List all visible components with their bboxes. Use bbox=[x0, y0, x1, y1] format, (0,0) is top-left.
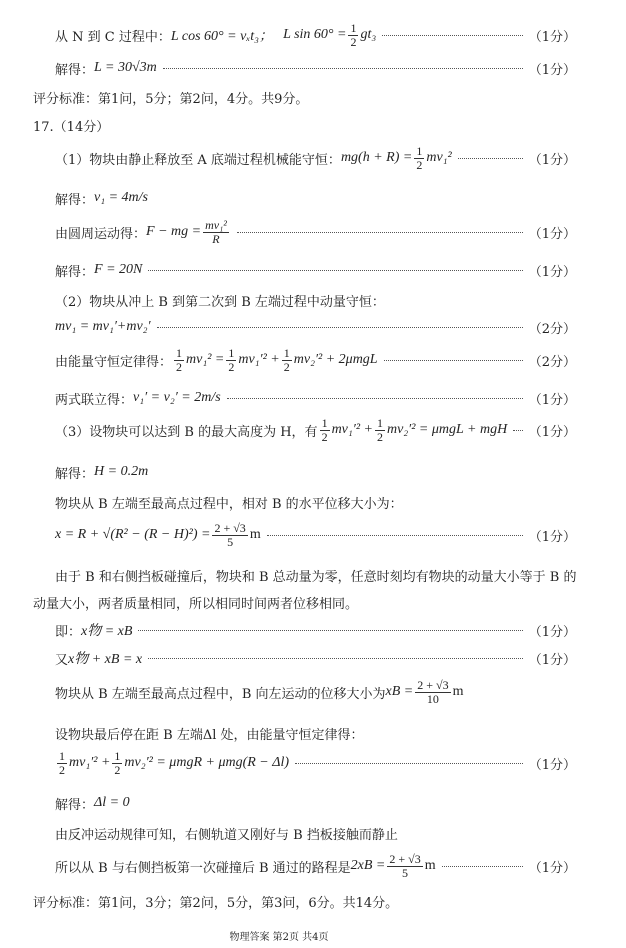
q17-line bbox=[55, 648, 576, 668]
fraction: $\frac{1}{2}$ bbox=[228, 345, 235, 374]
fraction: $\frac{1}{2}$ bbox=[416, 143, 423, 172]
line-label: 由圆周运动得： bbox=[55, 226, 147, 242]
paragraph-text: 由反冲运动规律可知，右侧轨道又刚好与 B 挡板接触而静止 bbox=[55, 827, 398, 843]
score: （2分） bbox=[528, 354, 576, 370]
formula: x = R + √(R² − (R − H)²) = bbox=[55, 527, 211, 542]
fraction: $\frac{\text{mv₁²}}{R}$ bbox=[205, 217, 227, 246]
line-label: 解得： bbox=[55, 797, 95, 813]
formula: x物 = xB bbox=[81, 624, 133, 639]
leader-dots bbox=[138, 630, 522, 631]
q17-line bbox=[55, 345, 576, 374]
leader-dots bbox=[157, 327, 523, 328]
q17-line bbox=[55, 851, 576, 880]
score: （1分） bbox=[528, 860, 576, 876]
q16-line-nc bbox=[55, 20, 576, 49]
line-label: 即： bbox=[55, 624, 82, 640]
q17-line bbox=[55, 143, 576, 172]
leader-dots bbox=[267, 535, 523, 536]
line-label: （2）物块从冲上 B 到第二次到 B 左端过程中动量守恒： bbox=[55, 294, 385, 310]
score: （1分） bbox=[528, 152, 576, 168]
line-label: 解得： bbox=[55, 466, 95, 482]
paragraph-text: 动量大小，两者质量相同，所以相同时间两者位移相同。 bbox=[33, 596, 359, 612]
line-label: 解得： bbox=[55, 62, 95, 78]
formula: v₁ = 4m/s bbox=[94, 190, 148, 205]
formula: mv₁² bbox=[426, 150, 452, 165]
score: （2分） bbox=[528, 321, 576, 337]
leader-dots bbox=[442, 866, 523, 867]
q17-line bbox=[55, 317, 576, 337]
q17-line bbox=[55, 217, 576, 246]
score: （1分） bbox=[528, 29, 576, 45]
formula: H = 0.2m bbox=[94, 464, 149, 479]
q17-title bbox=[33, 115, 576, 135]
grading-text: 评分标准：第1问，3分；第2问，5分，第3问，6分。共14分。 bbox=[33, 895, 399, 911]
formula: Δl = 0 bbox=[94, 795, 130, 810]
line-label: （3）设物块可以达到 B 的最大高度为 H，有 bbox=[55, 424, 318, 440]
q17-line bbox=[55, 677, 576, 706]
leader-dots bbox=[163, 68, 523, 69]
q16-grading bbox=[33, 87, 576, 107]
line-label: 又 bbox=[55, 652, 69, 668]
page-footer: 物理答案 第2页 共4页 bbox=[229, 932, 329, 943]
q17-line bbox=[55, 823, 576, 843]
unit: m bbox=[249, 527, 261, 542]
score: （1分） bbox=[528, 62, 576, 78]
formula: xB = bbox=[385, 684, 414, 699]
formula: v₁′ = v₂′ = 2m/s bbox=[133, 390, 221, 405]
line-label: 所以从 B 与右侧挡板第一次碰撞后 B 通过的路程是 bbox=[55, 860, 351, 876]
q17-line bbox=[55, 793, 576, 813]
unit: m bbox=[424, 858, 436, 873]
q17-paragraph-line bbox=[55, 565, 602, 585]
formula: mg(h + R) = bbox=[340, 150, 413, 165]
q17-grading bbox=[33, 891, 576, 911]
formula: mv₂′² = μmgL + mgH bbox=[386, 422, 508, 437]
unit: m bbox=[452, 684, 464, 699]
line-label: 物块从 B 左端至最高点过程中，相对 B 的水平位移大小为： bbox=[55, 496, 403, 512]
q17-line bbox=[55, 520, 576, 549]
leader-dots bbox=[148, 658, 523, 659]
leader-dots bbox=[384, 360, 523, 361]
score: （1分） bbox=[528, 392, 576, 408]
line-label: 物块从 B 左端至最高点过程中，B 向左运动的位移大小为 bbox=[55, 686, 386, 702]
fraction: $\frac{1}{2}$ bbox=[59, 748, 65, 777]
fraction: $\frac{1}{2}$ bbox=[283, 345, 290, 374]
formula: mv₁² = bbox=[186, 352, 225, 367]
formula: mv₂′² + 2μmgL bbox=[293, 352, 378, 367]
leader-dots bbox=[458, 158, 523, 159]
formula: mv₂′² = μmgR + μmg(R − Δl) bbox=[124, 755, 290, 770]
leader-dots bbox=[295, 763, 523, 764]
leader-dots bbox=[227, 398, 523, 399]
line-label: 设物块最后停在距 B 左端Δl 处，由能量守恒定律得： bbox=[55, 727, 364, 743]
leader-dots bbox=[237, 232, 523, 233]
q17-line bbox=[55, 723, 576, 743]
fraction: $\frac{1}{2}$ bbox=[114, 748, 121, 777]
line-label: 由能量守恒定律得： bbox=[55, 354, 173, 370]
score: （1分） bbox=[528, 757, 576, 773]
line-label: 两式联立得： bbox=[55, 392, 134, 408]
fraction: $\frac{1}{2}$ bbox=[350, 20, 357, 49]
leader-dots bbox=[513, 430, 523, 431]
fraction: $\frac{1}{2}$ bbox=[176, 345, 183, 374]
line-label: 从 N 到 C 过程中： bbox=[55, 29, 171, 45]
q17-line bbox=[55, 492, 576, 512]
fraction: $\frac{2 + √3}{5}$ bbox=[214, 520, 246, 549]
q17-paragraph-line bbox=[33, 592, 576, 612]
formula: F − mg = bbox=[146, 224, 202, 239]
formula: mv₁ = mv₁′+mv₂′ bbox=[55, 319, 151, 334]
fraction: $\frac{2 + √3}{10}$ bbox=[417, 677, 449, 706]
fraction: $\frac{1}{2}$ bbox=[321, 415, 328, 444]
q17-line bbox=[55, 290, 576, 310]
line-label: （1）物块由静止释放至 A 底端过程机械能守恒： bbox=[55, 152, 341, 168]
score: （1分） bbox=[528, 529, 576, 545]
formula: L sin 60° = bbox=[283, 27, 347, 42]
q17-line bbox=[55, 388, 576, 408]
q17-line bbox=[55, 462, 576, 482]
formula: F = 20N bbox=[94, 262, 143, 277]
fraction: $\frac{1}{2}$ bbox=[376, 415, 383, 444]
formula: gt₃ bbox=[360, 27, 377, 42]
leader-dots bbox=[148, 270, 522, 271]
line-label: 解得： bbox=[55, 192, 95, 208]
q16-line-result bbox=[55, 58, 576, 78]
grading-text: 评分标准：第1问，5分；第2问，4分。共9分。 bbox=[33, 91, 309, 107]
question-number: 17.（14分） bbox=[33, 119, 110, 135]
score: （1分） bbox=[528, 624, 576, 640]
formula: mv₁′² + bbox=[331, 422, 373, 437]
q17-line bbox=[55, 620, 576, 640]
q17-line bbox=[55, 188, 576, 208]
formula: L = 30√3m bbox=[94, 60, 157, 75]
formula: mv₁′² + bbox=[69, 755, 111, 770]
score: （1分） bbox=[528, 652, 576, 668]
leader-dots bbox=[382, 35, 522, 36]
paragraph-text: 由于 B 和右侧挡板碰撞后，物块和 B 总动量为零，任意时刻均有物块的动量大小等于 B 的 bbox=[55, 569, 577, 585]
q17-line bbox=[55, 748, 576, 777]
score: （1分） bbox=[528, 264, 576, 280]
q17-line bbox=[55, 415, 576, 444]
formula: L cos 60° = vₓt₃； bbox=[170, 29, 274, 44]
formula: 2xB = bbox=[350, 858, 386, 873]
score: （1分） bbox=[528, 424, 576, 440]
formula: x物 + xB = x bbox=[68, 652, 143, 667]
fraction: $\frac{2 + √3}{5}$ bbox=[389, 851, 421, 880]
q17-line bbox=[55, 260, 576, 280]
line-label: 解得： bbox=[55, 264, 95, 280]
score: （1分） bbox=[528, 226, 576, 242]
formula: mv₁′² + bbox=[238, 352, 280, 367]
